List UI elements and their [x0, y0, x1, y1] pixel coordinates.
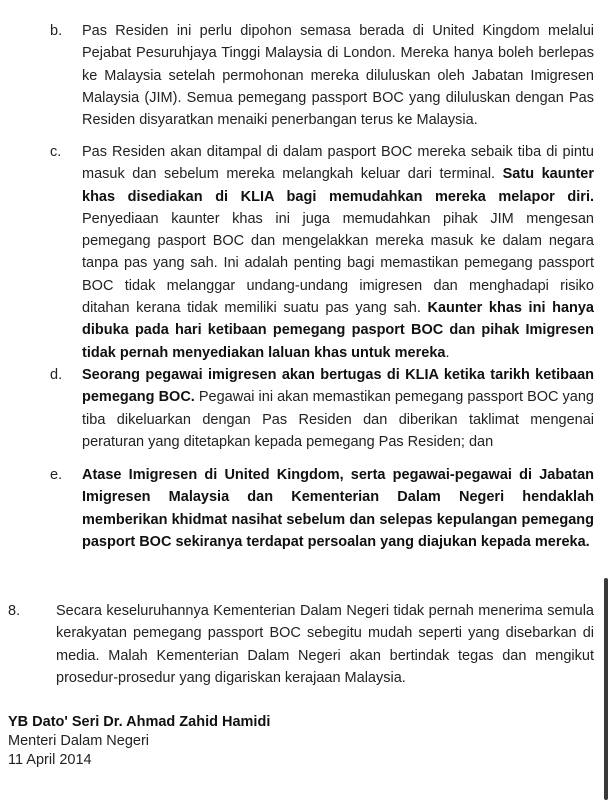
text-segment: Secara keseluruhannya Kementerian Dalam Negeri tidak pernah menerima semula kerakyatan pemegang passport BOC sebegitu mudah seperti yang disebarkan di media. Malah Kementerian Dalam Negeri akan bertindak tegas dan mengikut prosedur-prosedur yang digariskan kerajaan Malaysia. [56, 603, 594, 686]
item-marker: c. [50, 144, 62, 160]
item-text [82, 141, 594, 364]
bold-segment: Seorang pegawai imigresen akan bertugas di KLIA ketika tarikh ketibaan pemegang BOC. [82, 367, 594, 406]
bold-segment: Atase Imigresen di United Kingdom, serta pegawai-pegawai di Jabatan Imigresen Malaysia dan Kementerian Dalam Negeri hendaklah memberikan khidmat nasihat sebelum dan selepas kepulangan pemegang pasport BOC sekiranya terdapat persoalan yang diajukan kepada mereka. [82, 467, 594, 550]
item-marker: e. [50, 467, 63, 483]
document-date: 11 April 2014 [8, 752, 92, 768]
item-text [82, 20, 594, 131]
item-text [82, 464, 594, 553]
paragraph-number: 8. [8, 603, 21, 619]
item-text [82, 364, 594, 453]
signatory-name: YB Dato' Seri Dr. Ahmad Zahid Hamidi [8, 714, 271, 730]
signature-block [8, 713, 270, 770]
item-marker: b. [50, 23, 63, 39]
paragraph-text [56, 600, 594, 689]
text-segment: Penyediaan kaunter khas ini juga memudahkan pihak JIM mengesan pemegang pasport BOC dan mengelakkan mereka masuk ke dalam negara tanpa pas yang sah. Ini adalah penting bagi memastikan pemegang passport BOC tidak melanggar undang-undang imigresen dan menghadapi risiko ditahan kerana tidak memiliki suatu pas yang sah. [82, 210, 594, 317]
scrollbar[interactable] [604, 578, 608, 800]
text-segment: . [445, 344, 450, 361]
bold-segment: Satu kaunter khas disediakan di KLIA bagi memudahkan mereka melapor diri. [82, 166, 594, 205]
text-segment: Pas Residen akan ditampal di dalam pasport BOC mereka sebaik tiba di pintu masuk dan sebelum mereka melangkah keluar dari terminal. [82, 144, 594, 183]
text-segment: Pas Residen ini perlu dipohon semasa berada di United Kingdom melalui Pejabat Pesuruhjaya Tinggi Malaysia di London. Mereka hanya boleh berlepas ke Malaysia setelah permohonan mereka diluluskan oleh Jabatan Imigresen Malaysia (JIM). Semua pemegang passport BOC yang diluluskan dengan Pas Residen disyaratkan menaiki penerbangan terus ke Malaysia. [82, 23, 594, 129]
bold-segment: Kaunter khas ini hanya dibuka pada hari ketibaan pemegang pasport BOC dan pihak Imigresen tidak pernah menyediakan laluan khas untuk mereka [82, 300, 594, 361]
signatory-title: Menteri Dalam Negeri [8, 733, 150, 749]
item-marker: d. [50, 367, 63, 383]
text-segment: Pegawai ini akan memastikan pemegang passport BOC yang tiba dikeluarkan dengan Pas Residen dan diberikan taklimat mengenai peraturan yang ditetapkan kepada pemegang Pas Residen; dan [82, 389, 594, 450]
